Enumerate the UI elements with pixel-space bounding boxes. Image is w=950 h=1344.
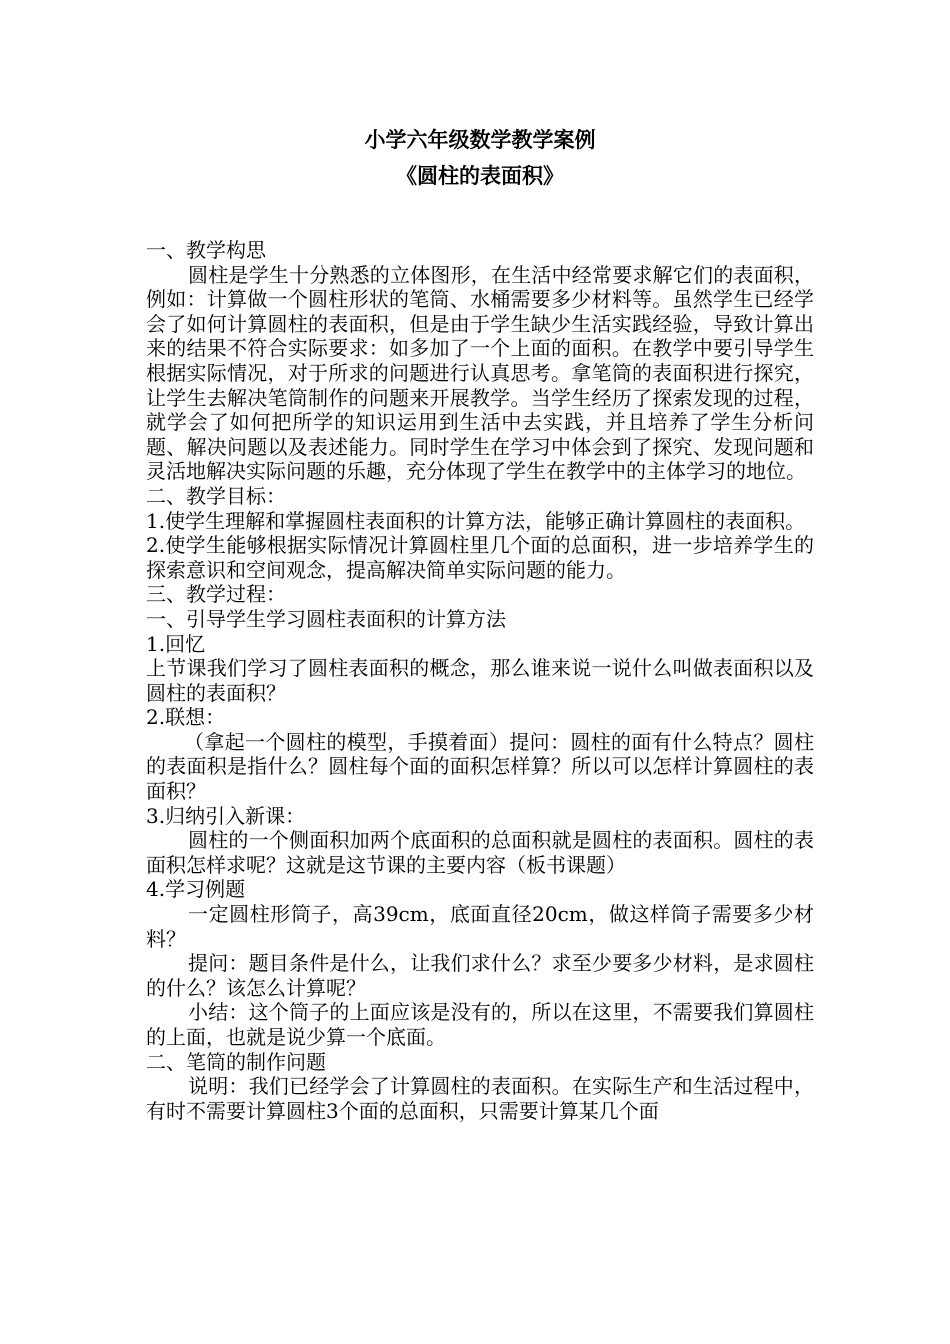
paragraph: 一定圆柱形筒子，高39cm，底面直径20cm，做这样筒子需要多少材料？ bbox=[146, 902, 814, 951]
paragraph: （拿起一个圆柱的模型，手摸着面）提问：圆柱的面有什么特点？圆柱的表面积是指什么？圆柱每个面的面积怎样算？所以可以怎样计算圆柱的表面积？ bbox=[146, 729, 814, 804]
paragraph: 1.使学生理解和掌握圆柱表面积的计算方法，能够正确计算圆柱的表面积。 bbox=[146, 508, 806, 533]
document-page bbox=[146, 118, 814, 1123]
document-body bbox=[146, 238, 814, 1123]
paragraph: 一、引导学生学习圆柱表面积的计算方法 bbox=[146, 606, 506, 631]
paragraph: 圆柱是学生十分熟悉的立体图形，在生活中经常要求解它们的表面积，例如：计算做一个圆柱形状的笔筒、水桶需要多少材料等。虽然学生已经学会了如何计算圆柱的表面积，但是由于学生缺少生活实践经验，导致计算出来的结果不符合实际要求：如多加了一个上面的面积。在教学中要引导学生根据实际情况，对于所求的问题进行认真思考。拿笔筒的表面积进行探究，让学生去解决笔筒制作的问题来开展教学。当学生经历了探索发现的过程，就学会了如何把所学的知识运用到生活中去实践，并且培养了学生分析问题、解决问题以及表述能力。同时学生在学习中体会到了探究、发现问题和灵活地解决实际问题的乐趣，充分体现了学生在教学中的主体学习的地位。 bbox=[146, 262, 814, 484]
document-title: 小学六年级数学教学案例 bbox=[364, 127, 596, 152]
paragraph: 4.学习例题 bbox=[146, 877, 246, 902]
paragraph: 提问：题目条件是什么，让我们求什么？求至少要多少材料，是求圆柱的什么？该怎么计算呢？ bbox=[146, 951, 814, 1000]
paragraph: 上节课我们学习了圆柱表面积的概念，那么谁来说一说什么叫做表面积以及圆柱的表面积？ bbox=[146, 656, 814, 705]
paragraph: 说明：我们已经学会了计算圆柱的表面积。在实际生产和生活过程中，有时不需要计算圆柱3个面的总面积，只需要计算某几个面 bbox=[146, 1074, 814, 1123]
paragraph: 3.归纳引入新课： bbox=[146, 803, 306, 828]
paragraph: 圆柱的一个侧面积加两个底面积的总面积就是圆柱的表面积。圆柱的表面积怎样求呢？这就是这节课的主要内容（板书课题） bbox=[146, 828, 814, 877]
paragraph: 二、笔筒的制作问题 bbox=[146, 1049, 326, 1074]
paragraph: 2.使学生能够根据实际情况计算圆柱里几个面的总面积，进一步培养学生的探索意识和空间观念，提高解决简单实际问题的能力。 bbox=[146, 533, 814, 582]
paragraph: 小结：这个筒子的上面应该是没有的，所以在这里，不需要我们算圆柱的上面，也就是说少算一个底面。 bbox=[146, 1000, 814, 1049]
document-subtitle: 《圆柱的表面积》 bbox=[396, 163, 564, 188]
paragraph: 二、教学目标： bbox=[146, 483, 286, 508]
paragraph: 三、教学过程： bbox=[146, 582, 286, 607]
paragraph: 一、教学构思 bbox=[146, 238, 266, 262]
paragraph: 1.回忆 bbox=[146, 631, 206, 656]
title-spacer bbox=[146, 194, 814, 238]
paragraph: 2.联想： bbox=[146, 705, 226, 730]
